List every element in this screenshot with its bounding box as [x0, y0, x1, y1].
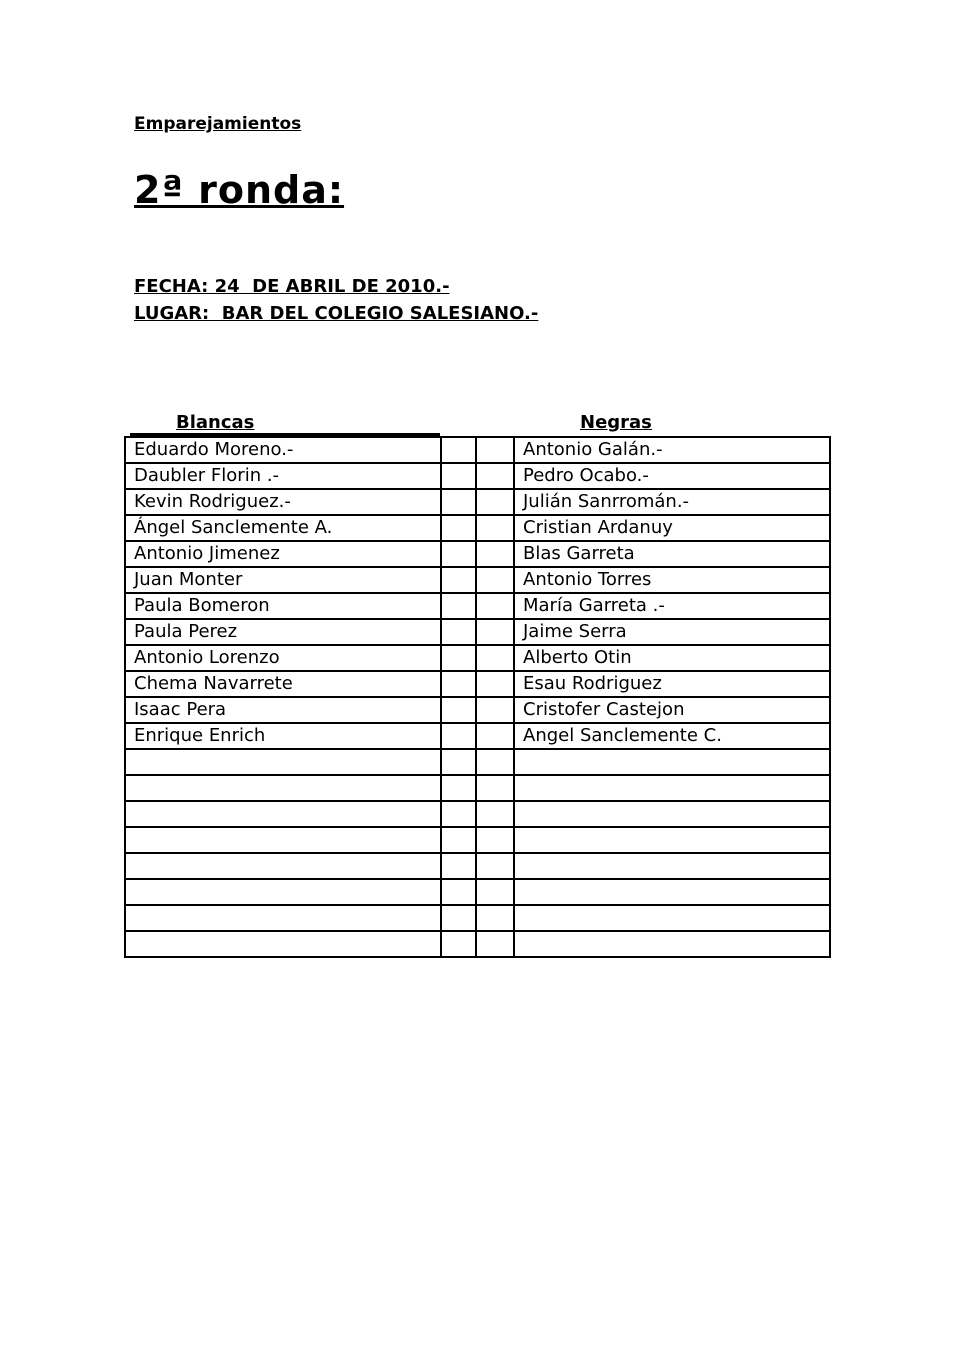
white-player-cell: Paula Bomeron — [125, 593, 441, 619]
white-player-cell — [125, 775, 441, 801]
table-row — [125, 437, 830, 463]
table-row — [125, 801, 830, 827]
white-result-cell — [441, 671, 476, 697]
white-result-cell — [441, 619, 476, 645]
table-row — [125, 749, 830, 775]
black-player-cell — [514, 749, 830, 775]
white-player-cell — [125, 853, 441, 879]
black-result-cell — [476, 567, 514, 593]
black-result-cell — [476, 827, 514, 853]
white-result-cell — [441, 593, 476, 619]
table-row — [125, 593, 830, 619]
table-row — [125, 645, 830, 671]
black-player-cell — [514, 827, 830, 853]
black-result-cell — [476, 437, 514, 463]
black-result-cell — [476, 697, 514, 723]
white-player-cell: Kevin Rodriguez.- — [125, 489, 441, 515]
white-result-cell — [441, 489, 476, 515]
black-result-cell — [476, 489, 514, 515]
white-result-cell — [441, 697, 476, 723]
black-result-cell — [476, 645, 514, 671]
white-player-cell: Chema Navarrete — [125, 671, 441, 697]
black-result-cell — [476, 515, 514, 541]
table-row — [125, 567, 830, 593]
white-result-cell — [441, 905, 476, 931]
white-player-cell: Antonio Lorenzo — [125, 645, 441, 671]
white-player-cell — [125, 749, 441, 775]
black-result-cell — [476, 671, 514, 697]
white-column-header: Blancas — [176, 412, 255, 433]
table-row — [125, 463, 830, 489]
white-player-cell: Juan Monter — [125, 567, 441, 593]
pairings-body — [125, 437, 830, 957]
white-result-cell — [441, 723, 476, 749]
black-player-cell — [514, 775, 830, 801]
table-row — [125, 775, 830, 801]
white-player-cell: Ángel Sanclemente A. — [125, 515, 441, 541]
place-line: LUGAR: BAR DEL COLEGIO SALESIANO.- — [134, 303, 539, 324]
black-player-cell: Angel Sanclemente C. — [514, 723, 830, 749]
black-player-cell — [514, 931, 830, 957]
white-player-cell: Paula Perez — [125, 619, 441, 645]
table-row — [125, 489, 830, 515]
black-player-cell — [514, 801, 830, 827]
white-result-cell — [441, 853, 476, 879]
black-result-cell — [476, 749, 514, 775]
white-result-cell — [441, 541, 476, 567]
black-player-cell: Jaime Serra — [514, 619, 830, 645]
white-player-cell: Antonio Jimenez — [125, 541, 441, 567]
white-player-cell: Daubler Florin .- — [125, 463, 441, 489]
black-result-cell — [476, 931, 514, 957]
black-result-cell — [476, 775, 514, 801]
black-player-cell — [514, 879, 830, 905]
white-player-cell — [125, 827, 441, 853]
black-player-cell: María Garreta .- — [514, 593, 830, 619]
black-result-cell — [476, 463, 514, 489]
white-result-cell — [441, 827, 476, 853]
table-row — [125, 619, 830, 645]
round-title: 2ª ronda: — [134, 168, 345, 212]
white-player-cell: Isaac Pera — [125, 697, 441, 723]
white-player-cell: Eduardo Moreno.- — [125, 437, 441, 463]
table-row — [125, 671, 830, 697]
pairings-table — [124, 436, 831, 958]
white-player-cell — [125, 879, 441, 905]
white-result-cell — [441, 463, 476, 489]
white-player-cell — [125, 801, 441, 827]
black-result-cell — [476, 879, 514, 905]
black-player-cell: Blas Garreta — [514, 541, 830, 567]
white-result-cell — [441, 801, 476, 827]
table-row — [125, 931, 830, 957]
black-player-cell: Cristian Ardanuy — [514, 515, 830, 541]
date-line: FECHA: 24 DE ABRIL DE 2010.- — [134, 276, 450, 297]
black-column-header: Negras — [580, 412, 652, 433]
table-row — [125, 905, 830, 931]
black-result-cell — [476, 905, 514, 931]
white-result-cell — [441, 437, 476, 463]
table-row — [125, 853, 830, 879]
black-result-cell — [476, 541, 514, 567]
black-player-cell: Antonio Galán.- — [514, 437, 830, 463]
black-player-cell: Julián Sanrromán.- — [514, 489, 830, 515]
table-row — [125, 723, 830, 749]
black-player-cell — [514, 853, 830, 879]
white-result-cell — [441, 645, 476, 671]
black-player-cell — [514, 905, 830, 931]
white-result-cell — [441, 515, 476, 541]
black-player-cell: Esau Rodriguez — [514, 671, 830, 697]
table-row — [125, 697, 830, 723]
table-row — [125, 541, 830, 567]
black-result-cell — [476, 593, 514, 619]
white-result-cell — [441, 775, 476, 801]
black-result-cell — [476, 723, 514, 749]
document-heading: Emparejamientos — [134, 114, 302, 134]
table-row — [125, 827, 830, 853]
black-player-cell: Cristofer Castejon — [514, 697, 830, 723]
table-row — [125, 879, 830, 905]
white-result-cell — [441, 931, 476, 957]
white-result-cell — [441, 567, 476, 593]
white-player-cell: Enrique Enrich — [125, 723, 441, 749]
table-row — [125, 515, 830, 541]
white-player-cell — [125, 931, 441, 957]
black-player-cell: Alberto Otin — [514, 645, 830, 671]
white-result-cell — [441, 879, 476, 905]
white-result-cell — [441, 749, 476, 775]
black-result-cell — [476, 801, 514, 827]
black-result-cell — [476, 619, 514, 645]
black-result-cell — [476, 853, 514, 879]
white-player-cell — [125, 905, 441, 931]
black-player-cell: Antonio Torres — [514, 567, 830, 593]
black-player-cell: Pedro Ocabo.- — [514, 463, 830, 489]
